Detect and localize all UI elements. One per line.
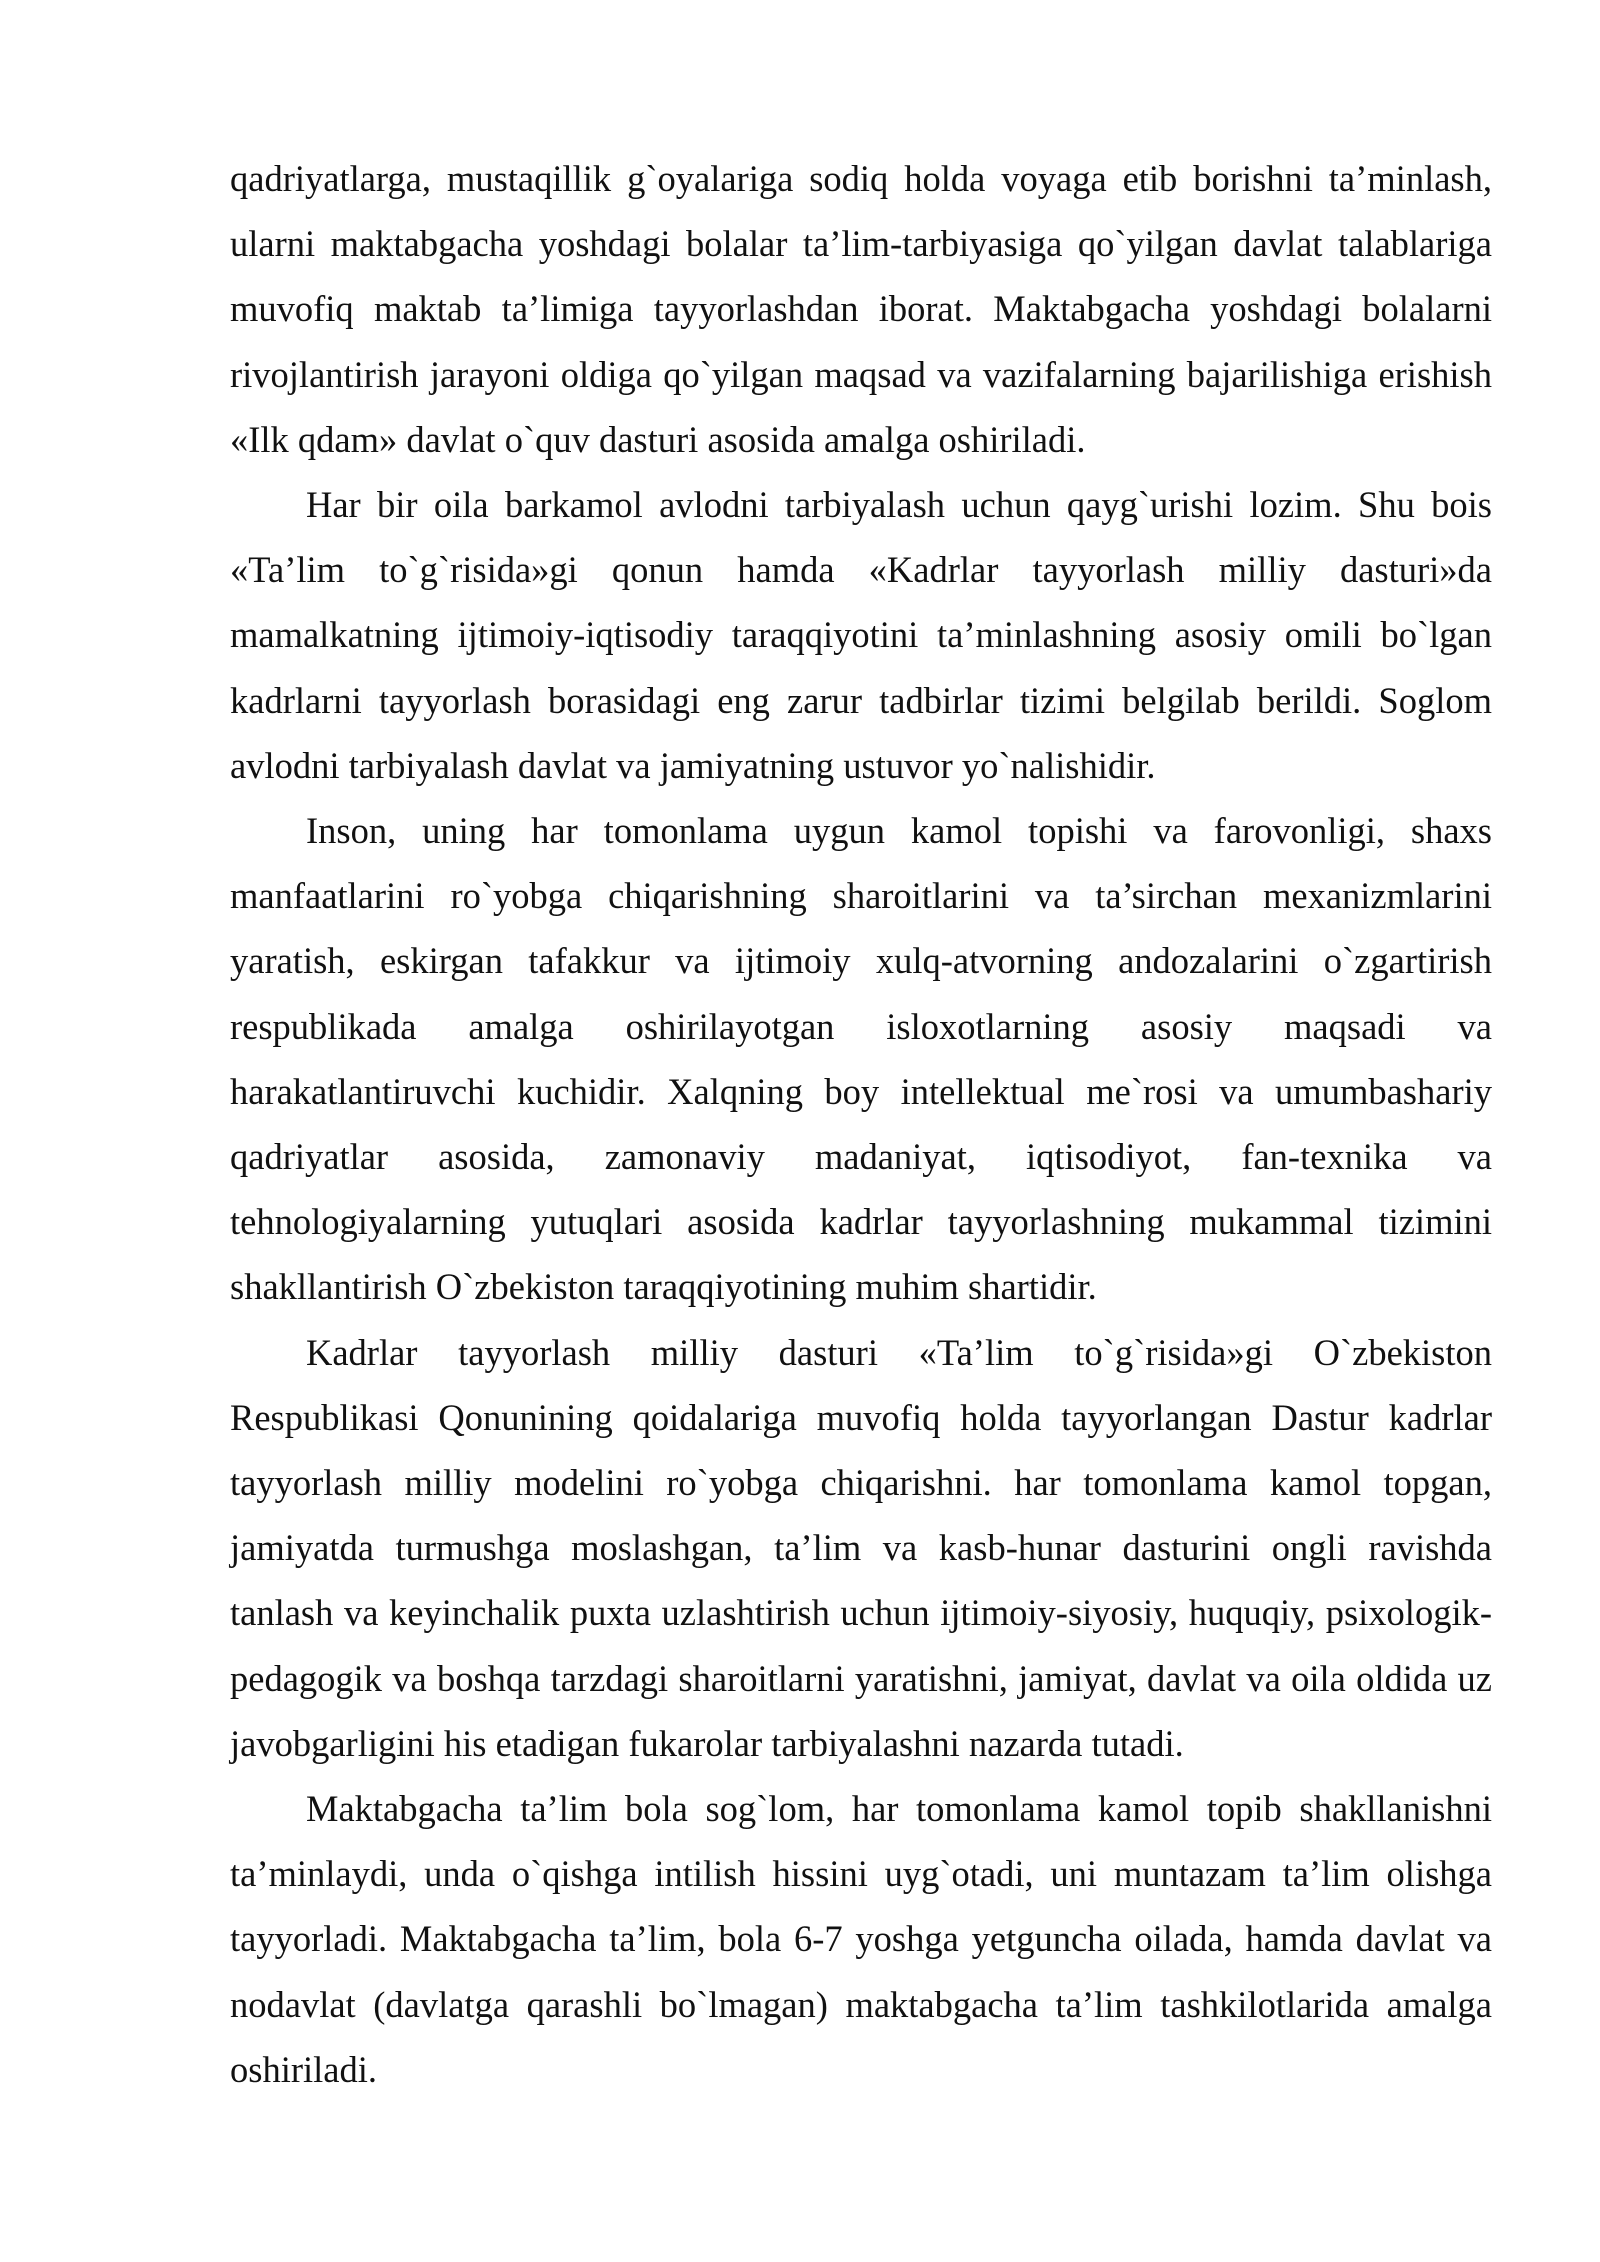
paragraph-3: Inson, uning har tomonlama uygun kamol topishi va farovonligi, shaxs manfaatlarini ro`yobga chiqarishning sharoitlarini va ta’sirchan mexanizmlarini yaratish, eskirgan tafakkur va ijtimoiy xulq-atvorning andozalarini o`zgartirish respublikada amalga oshirilayotgan isloxotlarning asosiy maqsadi va harakatlantiruvchi kuchidir. Xalqning boy intellektual me`rosi va umumbashariy qadriyatlar asosida, zamonaviy madaniyat, iqtisodiyot, fan-texnika va tehnologiyalarning yutuqlari asosida kadrlar tayyorlashning mukammal tizimini shakllantirish O`zbekiston taraqqiyotining muhim shartidir. — [230, 810, 1492, 1308]
paragraph-4: Kadrlar tayyorlash milliy dasturi «Ta’lim to`g`risida»gi O`zbekiston Respublikasi Qonunining qoidalariga muvofiq holda tayyorlangan Dastur kadrlar tayyorlash milliy modelini ro`yobga chiqarishni. har tomonlama kamol topgan, jamiyatda turmushga moslashgan, ta’lim va kasb-hunar dasturini ongli ravishda tanlash va keyinchalik puxta uzlashtirish uchun ijtimoiy-siyosiy, huquqiy, psixologik-pedagogik va boshqa tarzdagi sharoitlarni yaratishni, jamiyat, davlat va oila oldida uz javobgarligini his etadigan fukarolar tarbiyalashni nazarda tutadi. — [230, 1331, 1492, 1764]
paragraph-5: Maktabgacha ta’lim bola sog`lom, har tomonlama kamol topib shakllanishni ta’minlaydi, unda o`qishga intilish hissini uyg`otadi, uni muntazam ta’lim olishga tayyorladi. Maktabgacha ta’lim, bola 6-7 yoshga yetguncha oilada, hamda davlat va nodavlat (davlatga qarashli bo`lmagan) maktabgacha ta’lim tashkilotlarida amalga oshiriladi. — [230, 1788, 1492, 2090]
paragraph-1: qadriyatlarga, mustaqillik g`oyalariga sodiq holda voyaga etib borishni ta’minlash, ularni maktabgacha yoshdagi bolalar ta’lim-tarbiyasiga qo`yilgan davlat talablariga muvofiq maktab ta’limiga tayyorlashdan iborat. Maktabgacha yoshdagi bolalarni rivojlantirish jarayoni oldiga qo`yilgan maqsad va vazifalarning bajarilishiga erishish «Ilk qdam» davlat o`quv dasturi asosida amalga oshiriladi. — [230, 158, 1492, 460]
paragraph-2: Har bir oila barkamol avlodni tarbiyalash uchun qayg`urishi lozim. Shu bois «Ta’lim to`g`risida»gi qonun hamda «Kadrlar tayyorlash milliy dasturi»da mamalkatning ijtimoiy-iqtisodiy taraqqiyotini ta’minlashning asosiy omili bo`lgan kadrlarni tayyorlash borasidagi eng zarur tadbirlar tizimi belgilab berildi. Soglom avlodni tarbiyalash davlat va jamiyatning ustuvor yo`nalishidir. — [230, 484, 1492, 786]
body-text — [230, 146, 1492, 2102]
